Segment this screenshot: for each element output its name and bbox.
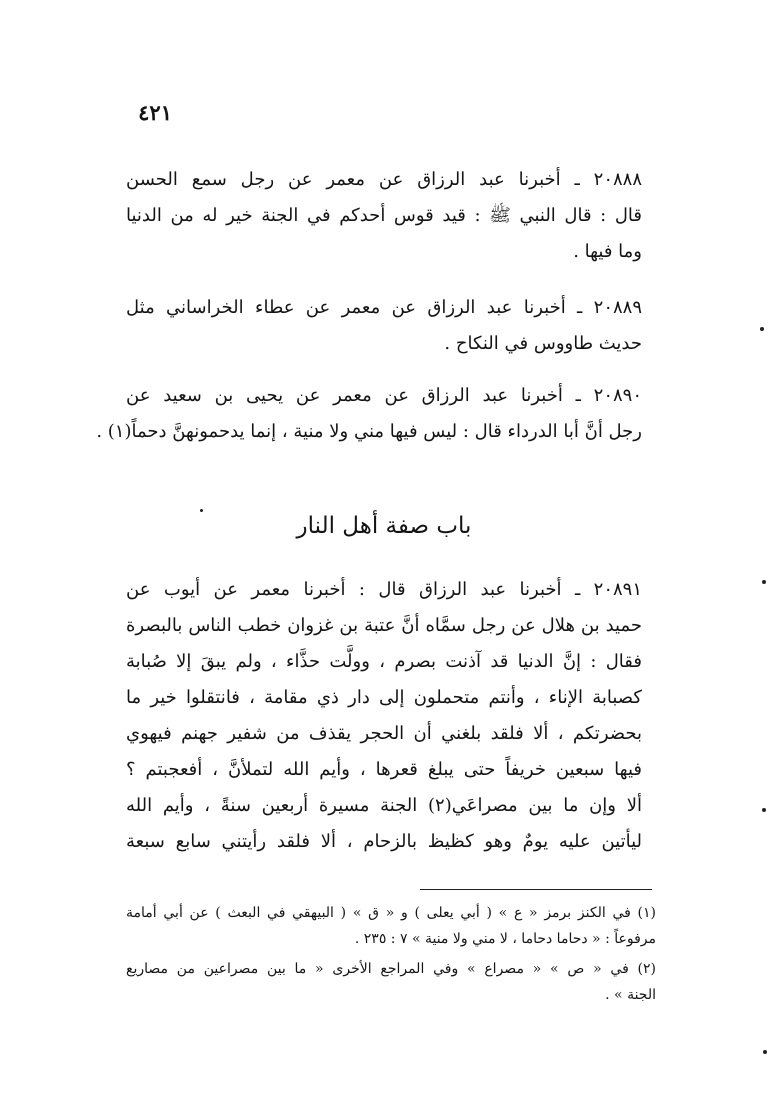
scan-speck [760, 327, 764, 331]
text-line: ٢٠٨٩١ ـ أخبرنا عبد الرزاق قال : أخبرنا معمر عن أيوب عن [126, 579, 642, 600]
scan-speck [762, 808, 766, 812]
text-line: وما فيها . [573, 241, 642, 262]
footnote-separator [420, 889, 652, 890]
hadith-20889 [126, 290, 642, 362]
text-line: ٢٠٨٨٨ ـ أخبرنا عبد الرزاق عن معمر عن رجل سمع الحسن [126, 169, 642, 190]
footnote-1 [126, 900, 656, 952]
text-line: كصبابة الإناء ، وأنتم متحملون إلى دار ذي مقامة ، فانتقلوا خير ما [126, 687, 642, 708]
text-line: بحضرتكم ، ألا فلقد بلغني أن الحجر يقذف من شفير جهنم فيهوي [126, 723, 642, 744]
text-line: حديث طاووس في النكاح . [444, 333, 642, 354]
page-number: ٤٢١ [138, 100, 172, 125]
footnote-line: (٢) في « ص » « مصراع » وفي المراجع الأخرى « ما بين مصراعين من مصاريع [126, 961, 656, 977]
scan-speck [763, 1050, 767, 1054]
hadith-20890 [96, 378, 642, 450]
footnote-2 [126, 956, 656, 1008]
scan-speck [762, 580, 766, 584]
text-line: ٢٠٨٨٩ ـ أخبرنا عبد الرزاق عن معمر عن عطاء الخراساني مثل [126, 297, 642, 318]
text-line: رجل أنَّ أبا الدرداء قال : ليس فيها مني ولا منية ، إنما يدحمونهنَّ دحماً(١) . [96, 421, 642, 442]
footnote-line: الجنة » . [605, 987, 656, 1003]
scan-speck [200, 509, 203, 512]
text-line: قال : قال النبي ﷺ : قيد قوس أحدكم في الجنة خير له من الدنيا [126, 205, 642, 226]
text-line: ألا وإن ما بين مصراعَي(٢) الجنة مسيرة أربعين سنةً ، وأيم الله [126, 795, 642, 816]
text-line: حميد بن هلال عن رجل سمَّاه أنَّ عتبة بن غزوان خطب الناس بالبصرة [126, 615, 642, 636]
text-line: ليأتين عليه يومٌ وهو كظيظ بالزحام ، ألا فلقد رأيتني سابع سبعة [126, 831, 642, 852]
text-line: فقال : إنَّ الدنيا قد آذنت بصرم ، وولَّت حذَّاء ، ولم يبقَ إلا صُبابة [126, 651, 642, 672]
text-line: فيها سبعين خريفاً حتى يبلغ قعرها ، وأيم الله لتملأنَّ ، أفعجبتم ؟ [126, 759, 642, 780]
hadith-20891 [126, 572, 642, 860]
chapter-heading: باب صفة أهل النار [296, 513, 472, 539]
hadith-20888 [126, 162, 642, 270]
footnote-line: (١) في الكنز برمز « ع » ( أبي يعلى ) و « ق » ( البيهقي في البعث ) عن أبي أمامة [126, 905, 656, 921]
footnote-line: مرفوعاً : « دحاما دحاما ، لا مني ولا منية » ٧ : ٢٣٥ . [354, 931, 656, 947]
text-line: ٢٠٨٩٠ ـ أخبرنا عبد الرزاق عن معمر عن يحيى بن سعيد عن [126, 385, 642, 406]
